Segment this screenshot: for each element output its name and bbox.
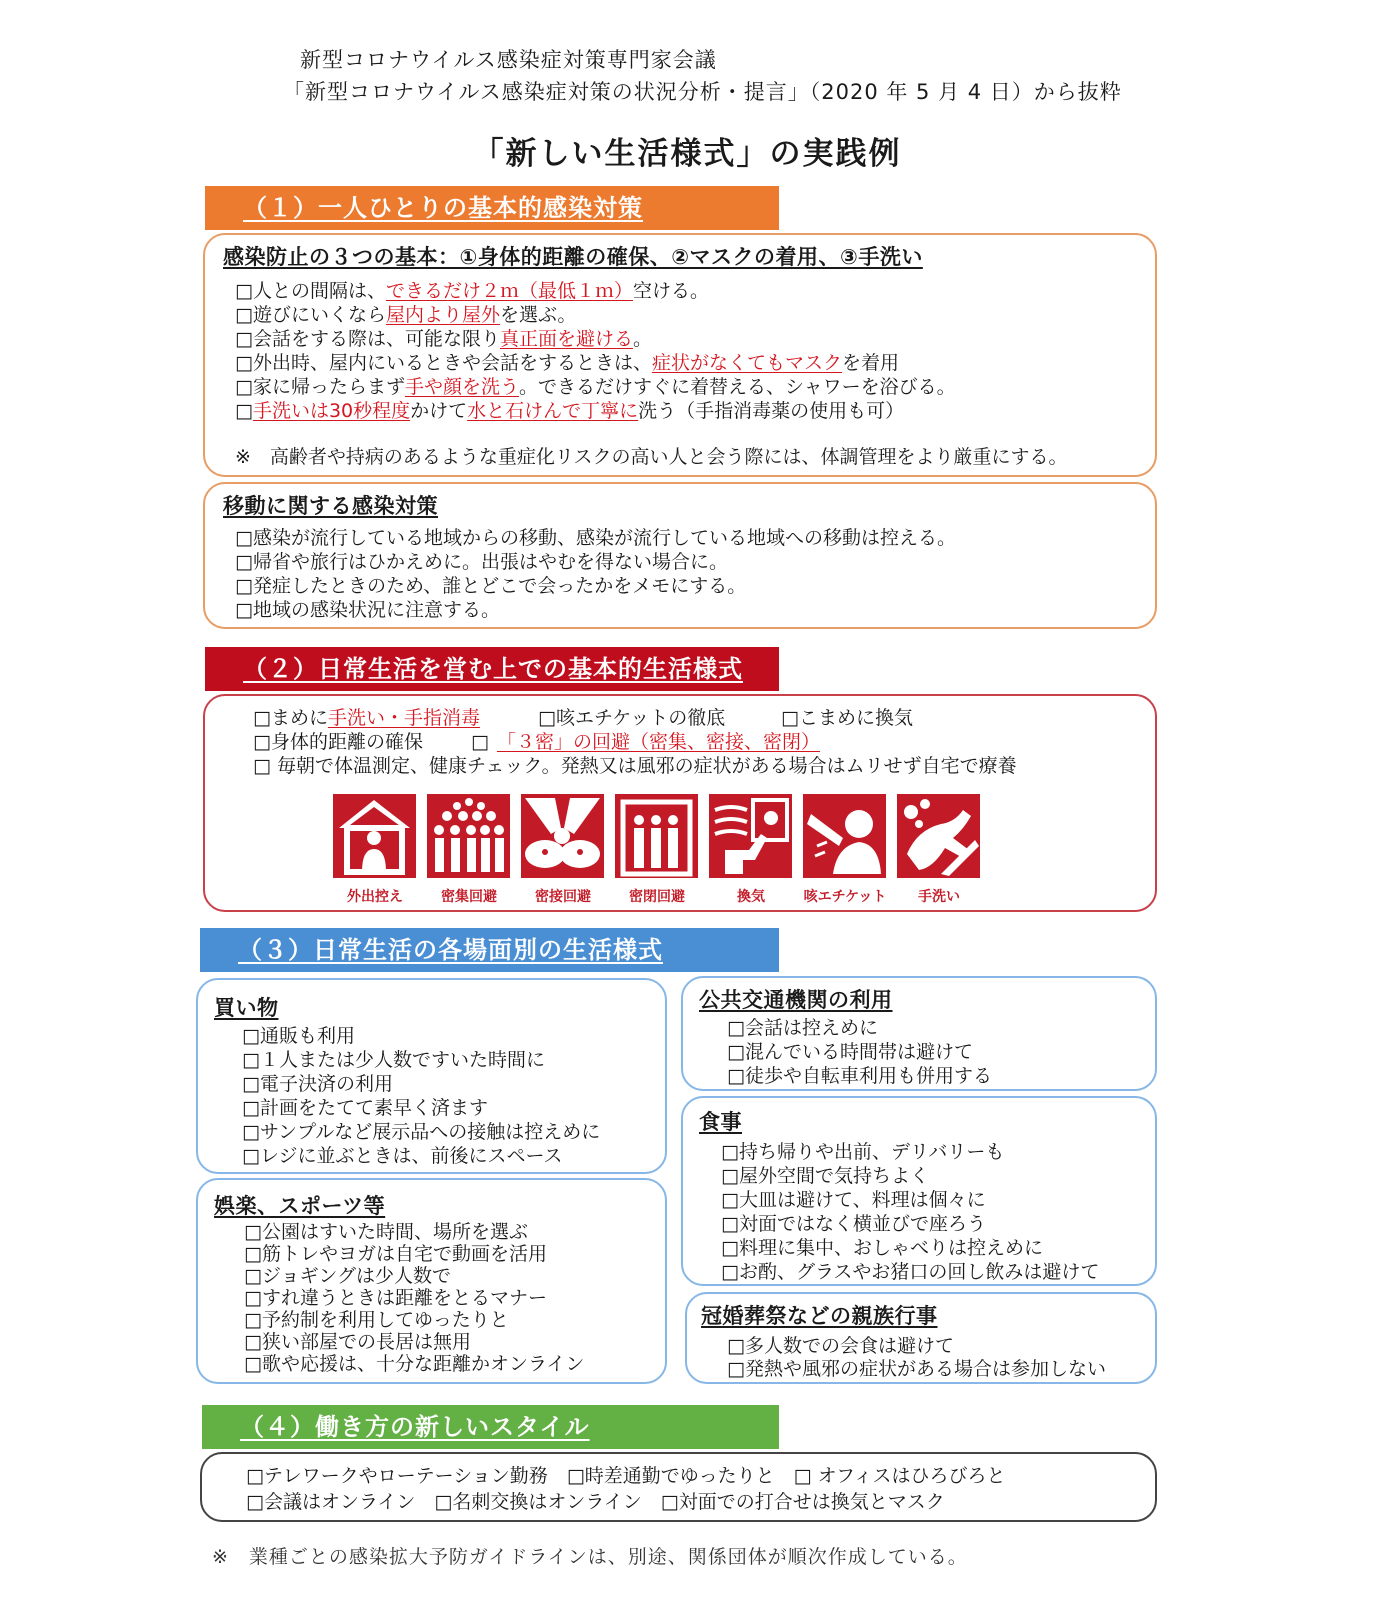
work-style-box [200, 1452, 1157, 1522]
shopping-item-4: □計画をたてて素早く済ます [242, 1097, 488, 1119]
movement-box [203, 482, 1157, 629]
transport-item-2: □混んでいる時間帯は避けて [727, 1041, 973, 1063]
movement-heading: 移動に関する感染対策 [223, 494, 438, 518]
movement-item-1: □感染が流行している地域からの移動、感染が流行している地域への移動は控える。 [235, 527, 956, 549]
section1-banner [205, 186, 779, 230]
meals-item-6: □お酌、グラスやお猪口の回し飲みは避けて [721, 1261, 1100, 1283]
daily-row-1a: □まめに手洗い・手指消毒 [253, 707, 480, 729]
icon-label-4: 密閉回避 [629, 889, 685, 905]
icon-label-6: 咳エチケット [803, 889, 887, 905]
basics-item-4: □外出時、屋内にいるときや会話をするときは、症状がなくてもマスクを着用 [235, 352, 899, 374]
basics-heading: 感染防止の３つの基本：①身体的距離の確保、②マスクの着用、③手洗い [223, 245, 923, 269]
section4-banner [202, 1405, 779, 1449]
transport-item-1: □会話は控えめに [727, 1017, 878, 1039]
daily-row-1c: □こまめに換気 [781, 707, 913, 729]
daily-row-2b: □ 「３密」の回避（密集、密接、密閉） [471, 731, 820, 753]
leisure-item-7: □歌や応援は、十分な距離かオンライン [244, 1353, 585, 1375]
meals-item-1: □持ち帰りや出前、デリバリーも [721, 1141, 1005, 1163]
meals-heading: 食事 [699, 1110, 742, 1134]
house-person-icon [333, 794, 416, 878]
ventilation-icon [709, 794, 792, 878]
transport-item-3: □徒歩や自転車利用も併用する [727, 1065, 992, 1087]
transport-box [681, 976, 1157, 1091]
icon-label-5: 換気 [737, 889, 765, 905]
daily-row-2a: □身体的距離の確保 [253, 731, 423, 753]
section2-banner [205, 647, 779, 691]
basics-item-3: □会話をする際は、可能な限り真正面を避ける。 [235, 328, 652, 350]
meals-item-5: □料理に集中、おしゃべりは控えめに [721, 1237, 1043, 1259]
work-row-1: □テレワークやローテーション勤務 □時差通勤でゆったりと □ オフィスはひろびろと [246, 1465, 1006, 1487]
leisure-item-4: □すれ違うときは距離をとるマナー [244, 1287, 547, 1309]
cough-etiquette-icon [803, 794, 886, 878]
basics-item-6: □手洗いは30秒程度かけて水と石けんで丁寧に洗う（手指消毒薬の使用も可） [235, 400, 905, 422]
source-line-1: 新型コロナウイルス感染症対策専門家会議 [300, 48, 717, 72]
leisure-item-3: □ジョギングは少人数で [244, 1265, 452, 1287]
leisure-box [196, 1178, 667, 1384]
events-item-1: □多人数での会食は避けて [727, 1335, 954, 1357]
leisure-item-1: □公園はすいた時間、場所を選ぶ [244, 1221, 528, 1243]
leisure-item-6: □狭い部屋での長居は無用 [244, 1331, 471, 1353]
basics-item-1: □人との間隔は、できるだけ２ｍ（最低１ｍ）空ける。 [235, 280, 709, 302]
shopping-item-3: □電子決済の利用 [242, 1073, 393, 1095]
movement-item-3: □発症したときのため、誰とどこで会ったかをメモにする。 [235, 575, 747, 597]
events-box [685, 1292, 1157, 1384]
closed-space-icon [615, 794, 698, 878]
leisure-heading: 娯楽、スポーツ等 [214, 1194, 386, 1218]
movement-item-2: □帰省や旅行はひかえめに。出張はやむを得ない場合に。 [235, 551, 728, 573]
daily-row-3: □ 毎朝で体温測定、健康チェック。発熱又は風邪の症状がある場合はムリせず自宅で療養 [253, 755, 1017, 777]
basics-item-2: □遊びにいくなら屋内より屋外を選ぶ。 [235, 304, 577, 326]
shopping-box [196, 978, 667, 1174]
crowd-icon [427, 794, 510, 878]
shopping-item-6: □レジに並ぶときは、前後にスペース [242, 1145, 563, 1167]
meals-item-2: □屋外空間で気持ちよく [721, 1165, 929, 1187]
icon-label-3: 密接回避 [535, 889, 591, 905]
work-row-2: □会議はオンライン □名刺交換はオンライン □対面での打合せは換気とマスク [246, 1491, 945, 1513]
source-line-2: 「新型コロナウイルス感染症対策の状況分析・提言」（2020 年 5 月 4 日）から抜粋 [283, 80, 1122, 104]
icon-label-1: 外出控え [347, 889, 403, 905]
shopping-item-2: □１人または少人数ですいた時間に [242, 1049, 545, 1071]
transport-heading: 公共交通機関の利用 [699, 988, 893, 1012]
footnote: ※ 業種ごとの感染拡大予防ガイドラインは、別途、関係団体が順次作成している。 [212, 1546, 968, 1568]
events-heading: 冠婚葬祭などの親族行事 [701, 1304, 938, 1328]
section3-banner-text: （３）日常生活の各場面別の生活様式 [238, 936, 663, 964]
leisure-item-2: □筋トレやヨガは自宅で動画を活用 [244, 1243, 547, 1265]
close-contact-icon [521, 794, 604, 878]
daily-row-1b: □咳エチケットの徹底 [538, 707, 726, 729]
page-title: 「新しい生活様式」の実践例 [472, 136, 902, 172]
section3-banner [200, 928, 779, 972]
section4-banner-text: （４）働き方の新しいスタイル [240, 1413, 590, 1441]
shopping-item-5: □サンプルなど展示品への接触は控えめに [242, 1121, 601, 1143]
movement-item-4: □地域の感染状況に注意する。 [235, 599, 500, 621]
basics-box [203, 233, 1157, 477]
shopping-heading: 買い物 [214, 996, 279, 1020]
section1-banner-text: （１）一人ひとりの基本的感染対策 [243, 194, 643, 222]
shopping-item-1: □通販も利用 [242, 1025, 355, 1047]
leisure-item-5: □予約制を利用してゆったりと [244, 1309, 509, 1331]
section2-banner-text: （２）日常生活を営む上での基本的生活様式 [243, 655, 743, 683]
icon-label-7: 手洗い [918, 889, 960, 905]
basics-item-5: □家に帰ったらまず手や顔を洗う。できるだけすぐに着替える、シャワーを浴びる。 [235, 376, 956, 398]
icon-label-2: 密集回避 [441, 889, 497, 905]
handwash-icon [897, 794, 980, 878]
basics-note: ※ 高齢者や持病のあるような重症化リスクの高い人と会う際には、体調管理をより厳重にする。 [235, 446, 1068, 468]
meals-item-3: □大皿は避けて、料理は個々に [721, 1189, 986, 1211]
meals-box [681, 1096, 1157, 1286]
meals-item-4: □対面ではなく横並びで座ろう [721, 1213, 986, 1235]
events-item-2: □発熱や風邪の症状がある場合は参加しない [727, 1358, 1106, 1380]
